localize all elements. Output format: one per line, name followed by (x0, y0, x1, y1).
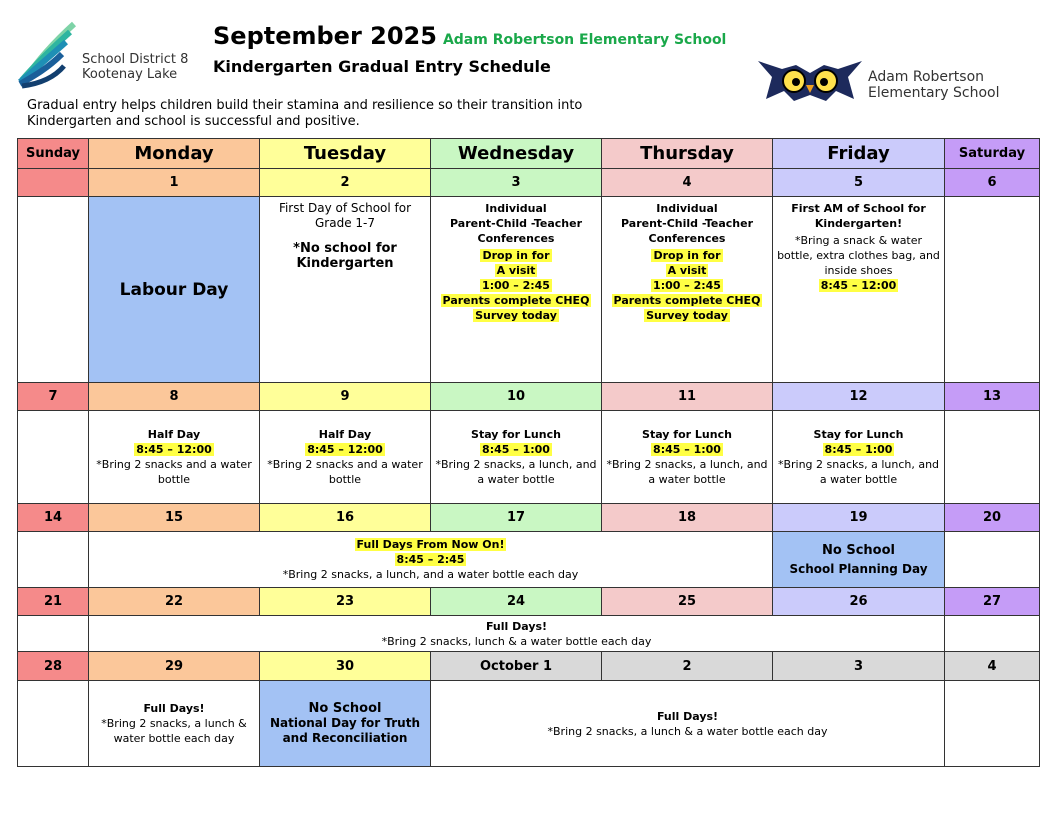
day-header-wednesday: Wednesday (430, 138, 602, 169)
date-cell: 1 (88, 168, 260, 197)
date-cell: October 1 (430, 651, 602, 681)
date-cell: 4 (601, 168, 773, 197)
day-header-friday: Friday (772, 138, 945, 169)
page-title (213, 22, 726, 50)
empty-cell (17, 531, 89, 588)
empty-cell (17, 680, 89, 767)
labour-day-cell: Labour Day (88, 196, 260, 383)
date-cell: 24 (430, 587, 602, 616)
empty-cell (944, 410, 1040, 504)
date-cell: 10 (430, 382, 602, 411)
first-am-cell: First AM of School for Kindergarten! *Bring a snack & water bottle, extra clothes bag, and inside shoes 8:45 – 12:00 (772, 196, 945, 383)
date-cell: 23 (259, 587, 431, 616)
school-district-name: School District 8 Kootenay Lake (82, 52, 189, 82)
school-logo-name: Adam Robertson Elementary School (868, 69, 1000, 101)
stay-for-lunch-cell: Stay for Lunch 8:45 – 1:00 *Bring 2 snacks, a lunch, and a water bottle (772, 410, 945, 504)
conference-cell-wednesday: Individual Parent-Child -Teacher Conferences Drop in for A visit 1:00 – 2:45 Parents complete CHEQ Survey today (430, 196, 602, 383)
date-cell: 25 (601, 587, 773, 616)
date-cell: 26 (772, 587, 945, 616)
full-days-cell: Full Days! *Bring 2 snacks, a lunch & water bottle each day (88, 680, 260, 767)
day-header-saturday: Saturday (944, 138, 1040, 169)
date-cell: 7 (17, 382, 89, 411)
date-cell: 9 (259, 382, 431, 411)
intro-text: Gradual entry helps children build their stamina and resilience so their transition into Kindergarten and school is successful and positive. (27, 98, 583, 129)
date-cell: 11 (601, 382, 773, 411)
truth-reconciliation-cell: No School National Day for Truth and Reconciliation (259, 680, 431, 767)
date-cell (17, 168, 89, 197)
day-header-tuesday: Tuesday (259, 138, 431, 169)
date-cell: 22 (88, 587, 260, 616)
date-cell: 20 (944, 503, 1040, 532)
day-header-monday: Monday (88, 138, 260, 169)
full-days-span-cell: Full Days! *Bring 2 snacks, lunch & a water bottle each day (88, 615, 945, 652)
month-title: September 2025 (213, 22, 437, 50)
date-cell: 15 (88, 503, 260, 532)
date-cell: 29 (88, 651, 260, 681)
date-cell: 12 (772, 382, 945, 411)
owl-logo-icon (756, 55, 864, 107)
date-cell: 21 (17, 587, 89, 616)
date-cell: 3 (772, 651, 945, 681)
date-cell: 4 (944, 651, 1040, 681)
day-header-thursday: Thursday (601, 138, 773, 169)
date-cell: 17 (430, 503, 602, 532)
stay-for-lunch-cell: Stay for Lunch 8:45 – 1:00 *Bring 2 snacks, a lunch, and a water bottle (430, 410, 602, 504)
date-cell: 3 (430, 168, 602, 197)
stay-for-lunch-cell: Stay for Lunch 8:45 – 1:00 *Bring 2 snacks, a lunch, and a water bottle (601, 410, 773, 504)
school-district-logo-icon (18, 20, 80, 90)
first-day-cell: First Day of School for Grade 1-7 *No school for Kindergarten (259, 196, 431, 383)
empty-cell (944, 680, 1040, 767)
date-cell: 28 (17, 651, 89, 681)
empty-cell (17, 615, 89, 652)
date-cell: 27 (944, 587, 1040, 616)
empty-cell (944, 196, 1040, 383)
full-days-span-cell: Full Days From Now On! 8:45 – 2:45 *Bring 2 snacks, a lunch, and a water bottle each day (88, 531, 773, 588)
date-cell: 18 (601, 503, 773, 532)
full-days-span-cell: Full Days! *Bring 2 snacks, a lunch & a water bottle each day (430, 680, 945, 767)
half-day-cell: Half Day 8:45 – 12:00 *Bring 2 snacks and a water bottle (259, 410, 431, 504)
date-cell: 19 (772, 503, 945, 532)
no-school-planning-day-cell: No School School Planning Day (772, 531, 945, 588)
empty-cell (17, 196, 89, 383)
date-cell: 14 (17, 503, 89, 532)
school-name: Adam Robertson Elementary School (442, 32, 727, 48)
half-day-cell: Half Day 8:45 – 12:00 *Bring 2 snacks and a water bottle (88, 410, 260, 504)
date-cell: 13 (944, 382, 1040, 411)
date-cell: 6 (944, 168, 1040, 197)
empty-cell (944, 615, 1040, 652)
page-subtitle: Kindergarten Gradual Entry Schedule (213, 57, 551, 76)
empty-cell (17, 410, 89, 504)
day-header-sunday: Sunday (17, 138, 89, 169)
date-cell: 5 (772, 168, 945, 197)
date-cell: 2 (601, 651, 773, 681)
conference-cell-thursday: Individual Parent-Child -Teacher Conferences Drop in for A visit 1:00 – 2:45 Parents complete CHEQ Survey today (601, 196, 773, 383)
date-cell: 30 (259, 651, 431, 681)
empty-cell (944, 531, 1040, 588)
date-cell: 2 (259, 168, 431, 197)
date-cell: 16 (259, 503, 431, 532)
date-cell: 8 (88, 382, 260, 411)
